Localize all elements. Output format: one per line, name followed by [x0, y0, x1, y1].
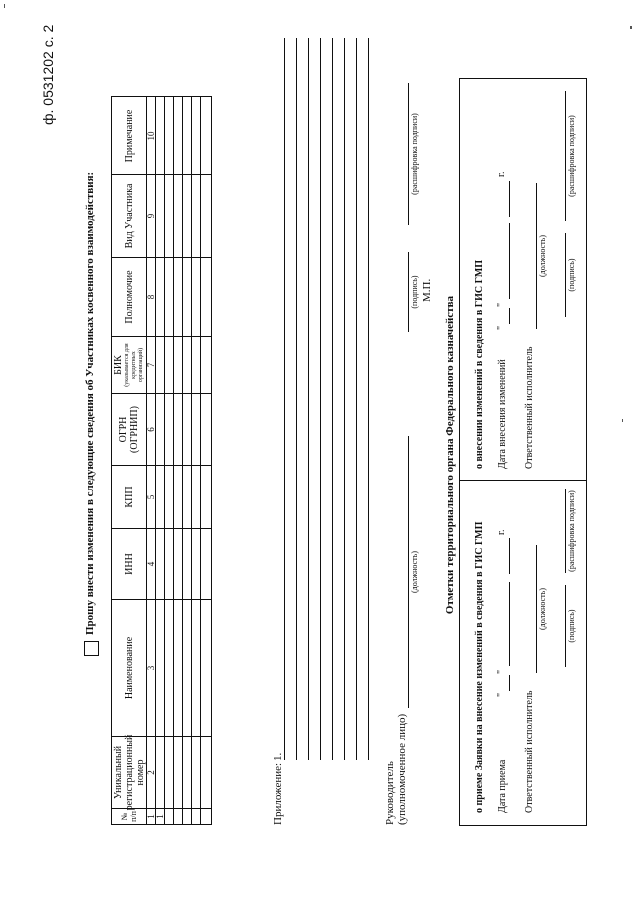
col-number: 5 — [146, 494, 156, 500]
table-grid — [173, 97, 174, 825]
scan-speck — [4, 4, 5, 8]
changes-quote-open: " — [496, 325, 507, 330]
changes-quote-close: " — [496, 302, 507, 307]
acceptance-year-suffix: г. — [496, 529, 507, 535]
col-header-note: Примечание — [123, 109, 135, 163]
acceptance-title: о приеме Заявки на внесение изменений в сведения в ГИС ГМП — [474, 521, 485, 813]
col-header-bik: БИК — [113, 355, 124, 375]
table-grid — [200, 97, 201, 825]
head-signature-line[interactable] — [408, 252, 409, 332]
col-header-inn: ИНН — [123, 553, 135, 575]
acceptance-exec-signature-line[interactable] — [565, 585, 566, 667]
marks-divider — [459, 480, 586, 481]
changes-exec-signature-line[interactable] — [565, 233, 566, 317]
scan-speck — [630, 26, 632, 29]
head-stamp: М.П. — [421, 278, 433, 302]
marks-title: Отметки территориального органа Федерального казначейства — [444, 295, 456, 615]
scan-speck — [622, 419, 623, 422]
table-grid — [164, 97, 165, 825]
attachment-line — [344, 38, 345, 760]
changes-exec-position-caption: (должность) — [538, 235, 547, 277]
col-number: 3 — [146, 665, 156, 671]
col-header-bik-cell — [112, 337, 146, 393]
changes-exec-signature-caption: (подпись) — [567, 258, 576, 292]
attachment-line — [308, 38, 309, 760]
col-number: 7 — [146, 362, 156, 368]
acceptance-date-label: Дата приема — [497, 759, 508, 813]
changes-day-field[interactable] — [509, 308, 510, 324]
col-header-kpp: КПП — [123, 486, 135, 508]
col-header-number: № п/п — [120, 811, 138, 822]
changes-exec-decode-line[interactable] — [565, 91, 566, 221]
changes-date-label: Дата внесения изменений — [497, 359, 508, 469]
attachment-line — [296, 38, 297, 760]
acceptance-exec-decode-line[interactable] — [565, 489, 566, 573]
request-checkbox[interactable] — [84, 641, 99, 656]
col-header-reg-number: Уникальный регистрационный номер — [112, 734, 146, 811]
request-title: Прошу внести изменения в следующие сведения об Участниках косвенного взаимодействия: — [84, 171, 96, 635]
changes-exec-decode-caption: (расшифровка подписи) — [567, 115, 576, 197]
acceptance-exec-signature-caption: (подпись) — [567, 609, 576, 643]
col-header-participant-type: Вид Участника — [123, 183, 135, 249]
col-number: 6 — [146, 427, 156, 432]
acceptance-month-field[interactable] — [509, 582, 510, 666]
attachment-line — [284, 38, 285, 760]
col-header-bik-note: (указывается для кредитных организаций) — [124, 343, 144, 387]
head-decode-line[interactable] — [408, 83, 409, 225]
col-header-name: Наименование — [123, 636, 135, 700]
head-position-caption: (должность) — [410, 551, 419, 593]
changes-exec-position-line[interactable] — [536, 183, 537, 329]
acceptance-exec-position-caption: (должность) — [538, 588, 547, 630]
attachment-line — [332, 38, 333, 760]
acceptance-quote-close: " — [496, 669, 507, 674]
acceptance-exec-label: Ответственный исполнитель — [524, 690, 535, 813]
head-position-line[interactable] — [408, 436, 409, 708]
table-grid — [191, 97, 192, 825]
col-header-authority: Полномочие — [123, 270, 135, 324]
acceptance-year-field[interactable] — [509, 538, 510, 574]
acceptance-exec-position-line[interactable] — [536, 545, 537, 673]
changes-year-suffix: г. — [496, 171, 507, 177]
col-number: 4 — [146, 561, 156, 567]
acceptance-exec-decode-caption: (расшифровка подписи) — [567, 490, 576, 572]
head-decode-caption: (расшифровка подписи) — [410, 113, 419, 195]
head-label-sub: (уполномоченное лицо) — [396, 713, 408, 825]
changes-title: о внесении изменений в сведения в ГИС ГМП — [474, 259, 485, 469]
attachment-label: Приложение: — [272, 762, 284, 825]
attachment-line — [320, 38, 321, 760]
col-header-ogrn: ОГРН (ОГРНИП) — [118, 406, 140, 453]
attachment-line — [368, 38, 369, 760]
changes-month-field[interactable] — [509, 223, 510, 299]
col-number: 2 — [146, 770, 156, 775]
attachment-line — [356, 38, 357, 760]
changes-exec-label: Ответственный исполнитель — [524, 346, 535, 469]
table-grid — [182, 97, 183, 825]
head-signature-caption: (подпись) — [410, 275, 419, 309]
form-code: ф. 0531202 с. 2 — [40, 24, 56, 125]
acceptance-day-field[interactable] — [509, 675, 510, 691]
col-number: 10 — [146, 131, 156, 141]
acceptance-quote-open: " — [496, 692, 507, 697]
col-number: 9 — [146, 213, 156, 219]
attachment-item-1: 1. — [272, 752, 284, 761]
col-number: 1 — [146, 814, 156, 819]
changes-year-field[interactable] — [509, 181, 510, 217]
col-number: 8 — [146, 294, 156, 300]
head-label: Руководитель — [384, 761, 396, 825]
table-row-number: 1 — [155, 814, 165, 819]
